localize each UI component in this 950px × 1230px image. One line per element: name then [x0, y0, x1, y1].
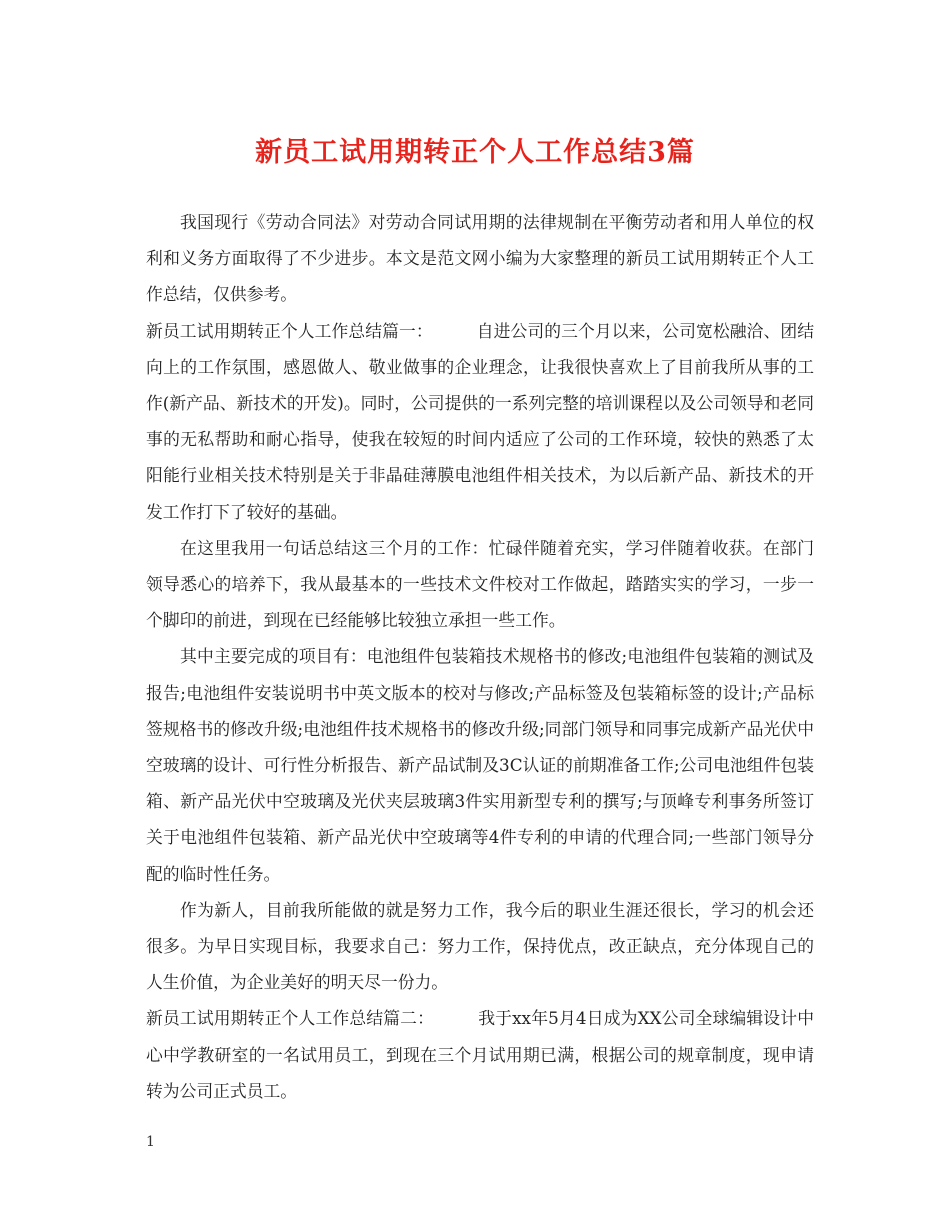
intro-paragraph: 我国现行《劳动合同法》对劳动合同试用期的法律规制在平衡劳动者和用人单位的权利和义务方面取得了不少进步。本文是范文网小编为大家整理的新员工试用期转正个人工作总结，仅供参考。 — [146, 212, 814, 305]
section-two-text: 我于xx年5月4日成为XX公司全球编辑设计中心中学教研室的一名试用员工，到现在三个月试用期已满，根据公司的规章制度，现申请转为公司正式员工。 — [146, 1008, 814, 1101]
document-body — [146, 204, 814, 1109]
section-two-heading: 新员工试用期转正个人工作总结篇二： — [146, 1008, 435, 1029]
projects-paragraph: 其中主要完成的项目有：电池组件包装箱技术规格书的修改;电池组件包装箱的测试及报告;电池组件安装说明书中英文版本的校对与修改;产品标签及包装箱标签的设计;产品标签规格书的修改升级;电池组件技术规格书的修改升级;同部门领导和同事完成新产品光伏中空玻璃的设计、可行性分析报告、新产品试制及3C认证的前期准备工作;公司电池组件包装箱、新产品光伏中空玻璃及光伏夹层玻璃3件实用新型专利的撰写;与顶峰专利事务所签订关于电池组件包装箱、新产品光伏中空玻璃等4件专利的申请的代理合同;一些部门领导分配的临时性任务。 — [146, 646, 814, 884]
section-one-text: 自进公司的三个月以来，公司宽松融洽、团结向上的工作氛围，感恩做人、敬业做事的企业理念，让我很快喜欢上了目前我所从事的工作(新产品、新技术的开发)。同时，公司提供的一系列完整的培训课程以及公司领导和老同事的无私帮助和耐心指导，使我在较短的时间内适应了公司的工作环境，较快的熟悉了太阳能行业相关技术特别是关于非晶硅薄膜电池组件相关技术，为以后新产品、新技术的开发工作打下了较好的基础。 — [146, 320, 814, 522]
page-number: 1 — [146, 1134, 155, 1150]
goals-paragraph: 作为新人，目前我所能做的就是努力工作，我今后的职业生涯还很长，学习的机会还很多。为早日实现目标，我要求自己：努力工作，保持优点，改正缺点，充分体现自己的人生价值，为企业美好的明天尽一份力。 — [146, 899, 814, 993]
section-one-paragraph — [146, 313, 814, 530]
document-title: 新员工试用期转正个人工作总结3篇 — [255, 137, 695, 168]
section-two-paragraph — [146, 1000, 814, 1109]
section-one-heading: 新员工试用期转正个人工作总结篇一： — [146, 320, 433, 341]
summary-paragraph: 在这里我用一句话总结这三个月的工作：忙碌伴随着充实，学习伴随着收获。在部门领导悉心的培养下，我从最基本的一些技术文件校对工作做起，踏踏实实的学习，一步一个脚印的前进，到现在已经能够比较独立承担一些工作。 — [146, 537, 814, 631]
